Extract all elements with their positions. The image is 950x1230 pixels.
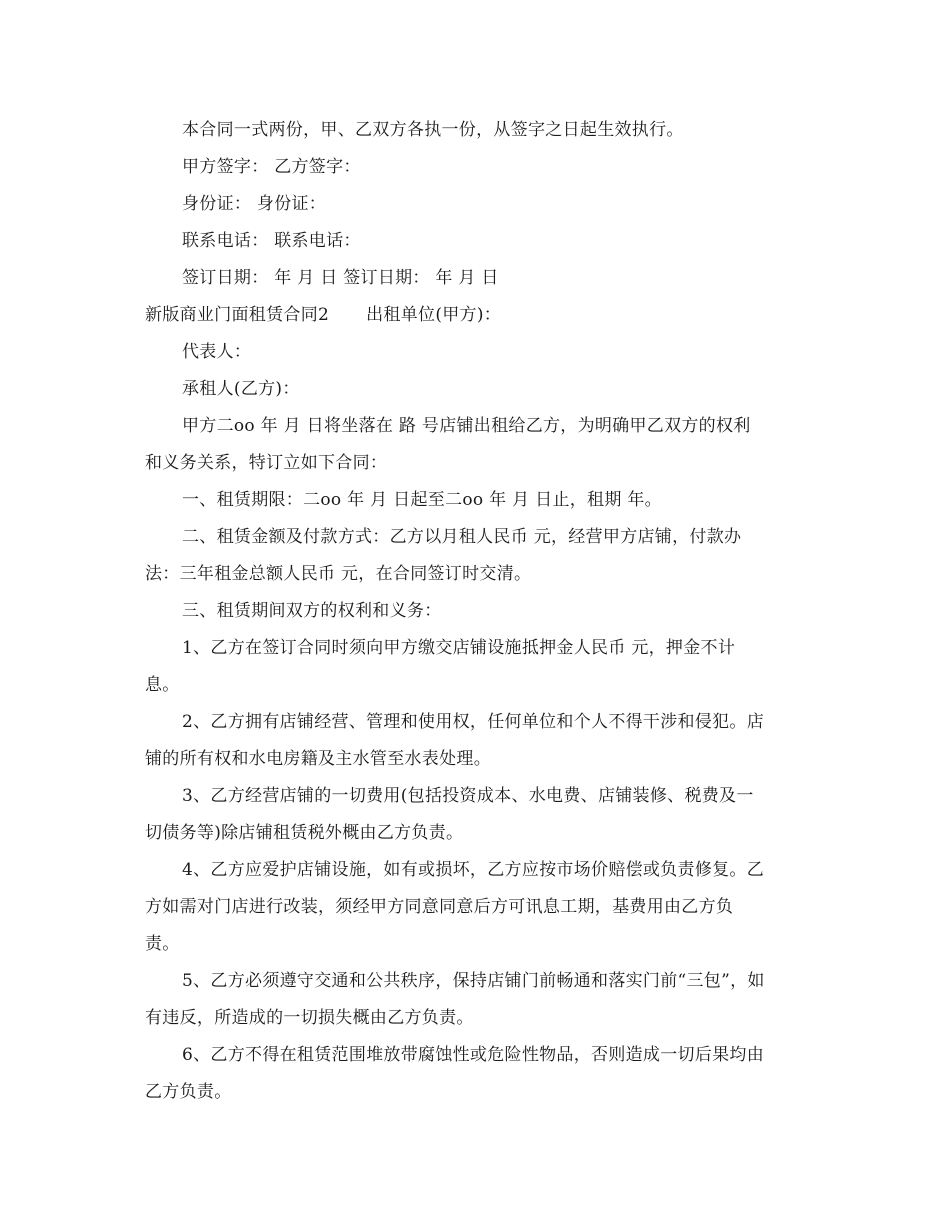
representative-line: 代表人： — [182, 342, 252, 362]
lessor-label: 出租单位(甲方)： — [366, 305, 502, 325]
clause-line: 6、乙方不得在租赁范围堆放带腐蚀性或危险性物品，否则造成一切后果均由 — [182, 1045, 765, 1065]
clause-line: 三、租赁期间双方的权利和义务： — [182, 601, 442, 621]
section-title-line — [145, 297, 810, 334]
clause-line: 铺的所有权和水电房籍及主水管至水表处理。 — [145, 749, 491, 769]
paragraph-line: 甲方二oo 年 月 日将坐落在 路 号店铺出租给乙方，为明确甲乙双方的权利 — [182, 416, 751, 436]
clause-line: 4、乙方应爱护店铺设施，如有或损坏，乙方应按市场价赔偿或负责修复。乙 — [182, 860, 765, 880]
clause-line: 5、乙方必须遵守交通和公共秩序，保持店铺门前畅通和落实门前“三包”，如 — [182, 971, 765, 991]
clause-line: 1、乙方在签订合同时须向甲方缴交店铺设施抵押金人民币 元，押金不计 — [182, 638, 736, 658]
clause-line: 切债务等)除店铺租赁税外概由乙方负责。 — [145, 823, 464, 843]
clause-line: 3、乙方经营店铺的一切费用(包括投资成本、水电费、店铺装修、税费及一 — [182, 786, 754, 806]
paragraph-line: 和义务关系，特订立如下合同： — [145, 453, 388, 473]
paragraph-line: 本合同一式两份，甲、乙双方各执一份，从签字之日起生效执行。 — [182, 120, 684, 140]
phone-line: 联系电话： 联系电话： — [182, 231, 361, 251]
clause-line: 2、乙方拥有店铺经营、管理和使用权，任何单位和个人不得干涉和侵犯。店 — [182, 712, 765, 732]
clause-line: 一、租赁期限：二oo 年 月 日起至二oo 年 月 日止，租期 年。 — [182, 490, 662, 510]
sign-date-line: 签订日期： 年 月 日 签订日期： 年 月 日 — [182, 268, 499, 288]
clause-line: 责。 — [145, 934, 180, 954]
clause-line: 息。 — [145, 675, 180, 695]
clause-line: 二、租赁金额及付款方式：乙方以月租人民币 元，经营甲方店铺，付款办 — [182, 527, 742, 547]
contract-title: 新版商业门面租赁合同2 — [145, 305, 330, 325]
id-card-line: 身份证： 身份证： — [182, 194, 327, 214]
clause-line: 乙方负责。 — [145, 1082, 232, 1102]
clause-line: 有违反，所造成的一切损失概由乙方负责。 — [145, 1008, 474, 1028]
contract-body — [145, 112, 810, 1111]
signature-line: 甲方签字： 乙方签字： — [182, 157, 361, 177]
clause-line: 方如需对门店进行改装，须经甲方同意同意后方可讯息工期，基费用由乙方负 — [145, 897, 734, 917]
clause-line: 法：三年租金总额人民币 元，在合同签订时交清。 — [145, 564, 532, 584]
lessee-line: 承租人(乙方)： — [182, 379, 300, 399]
